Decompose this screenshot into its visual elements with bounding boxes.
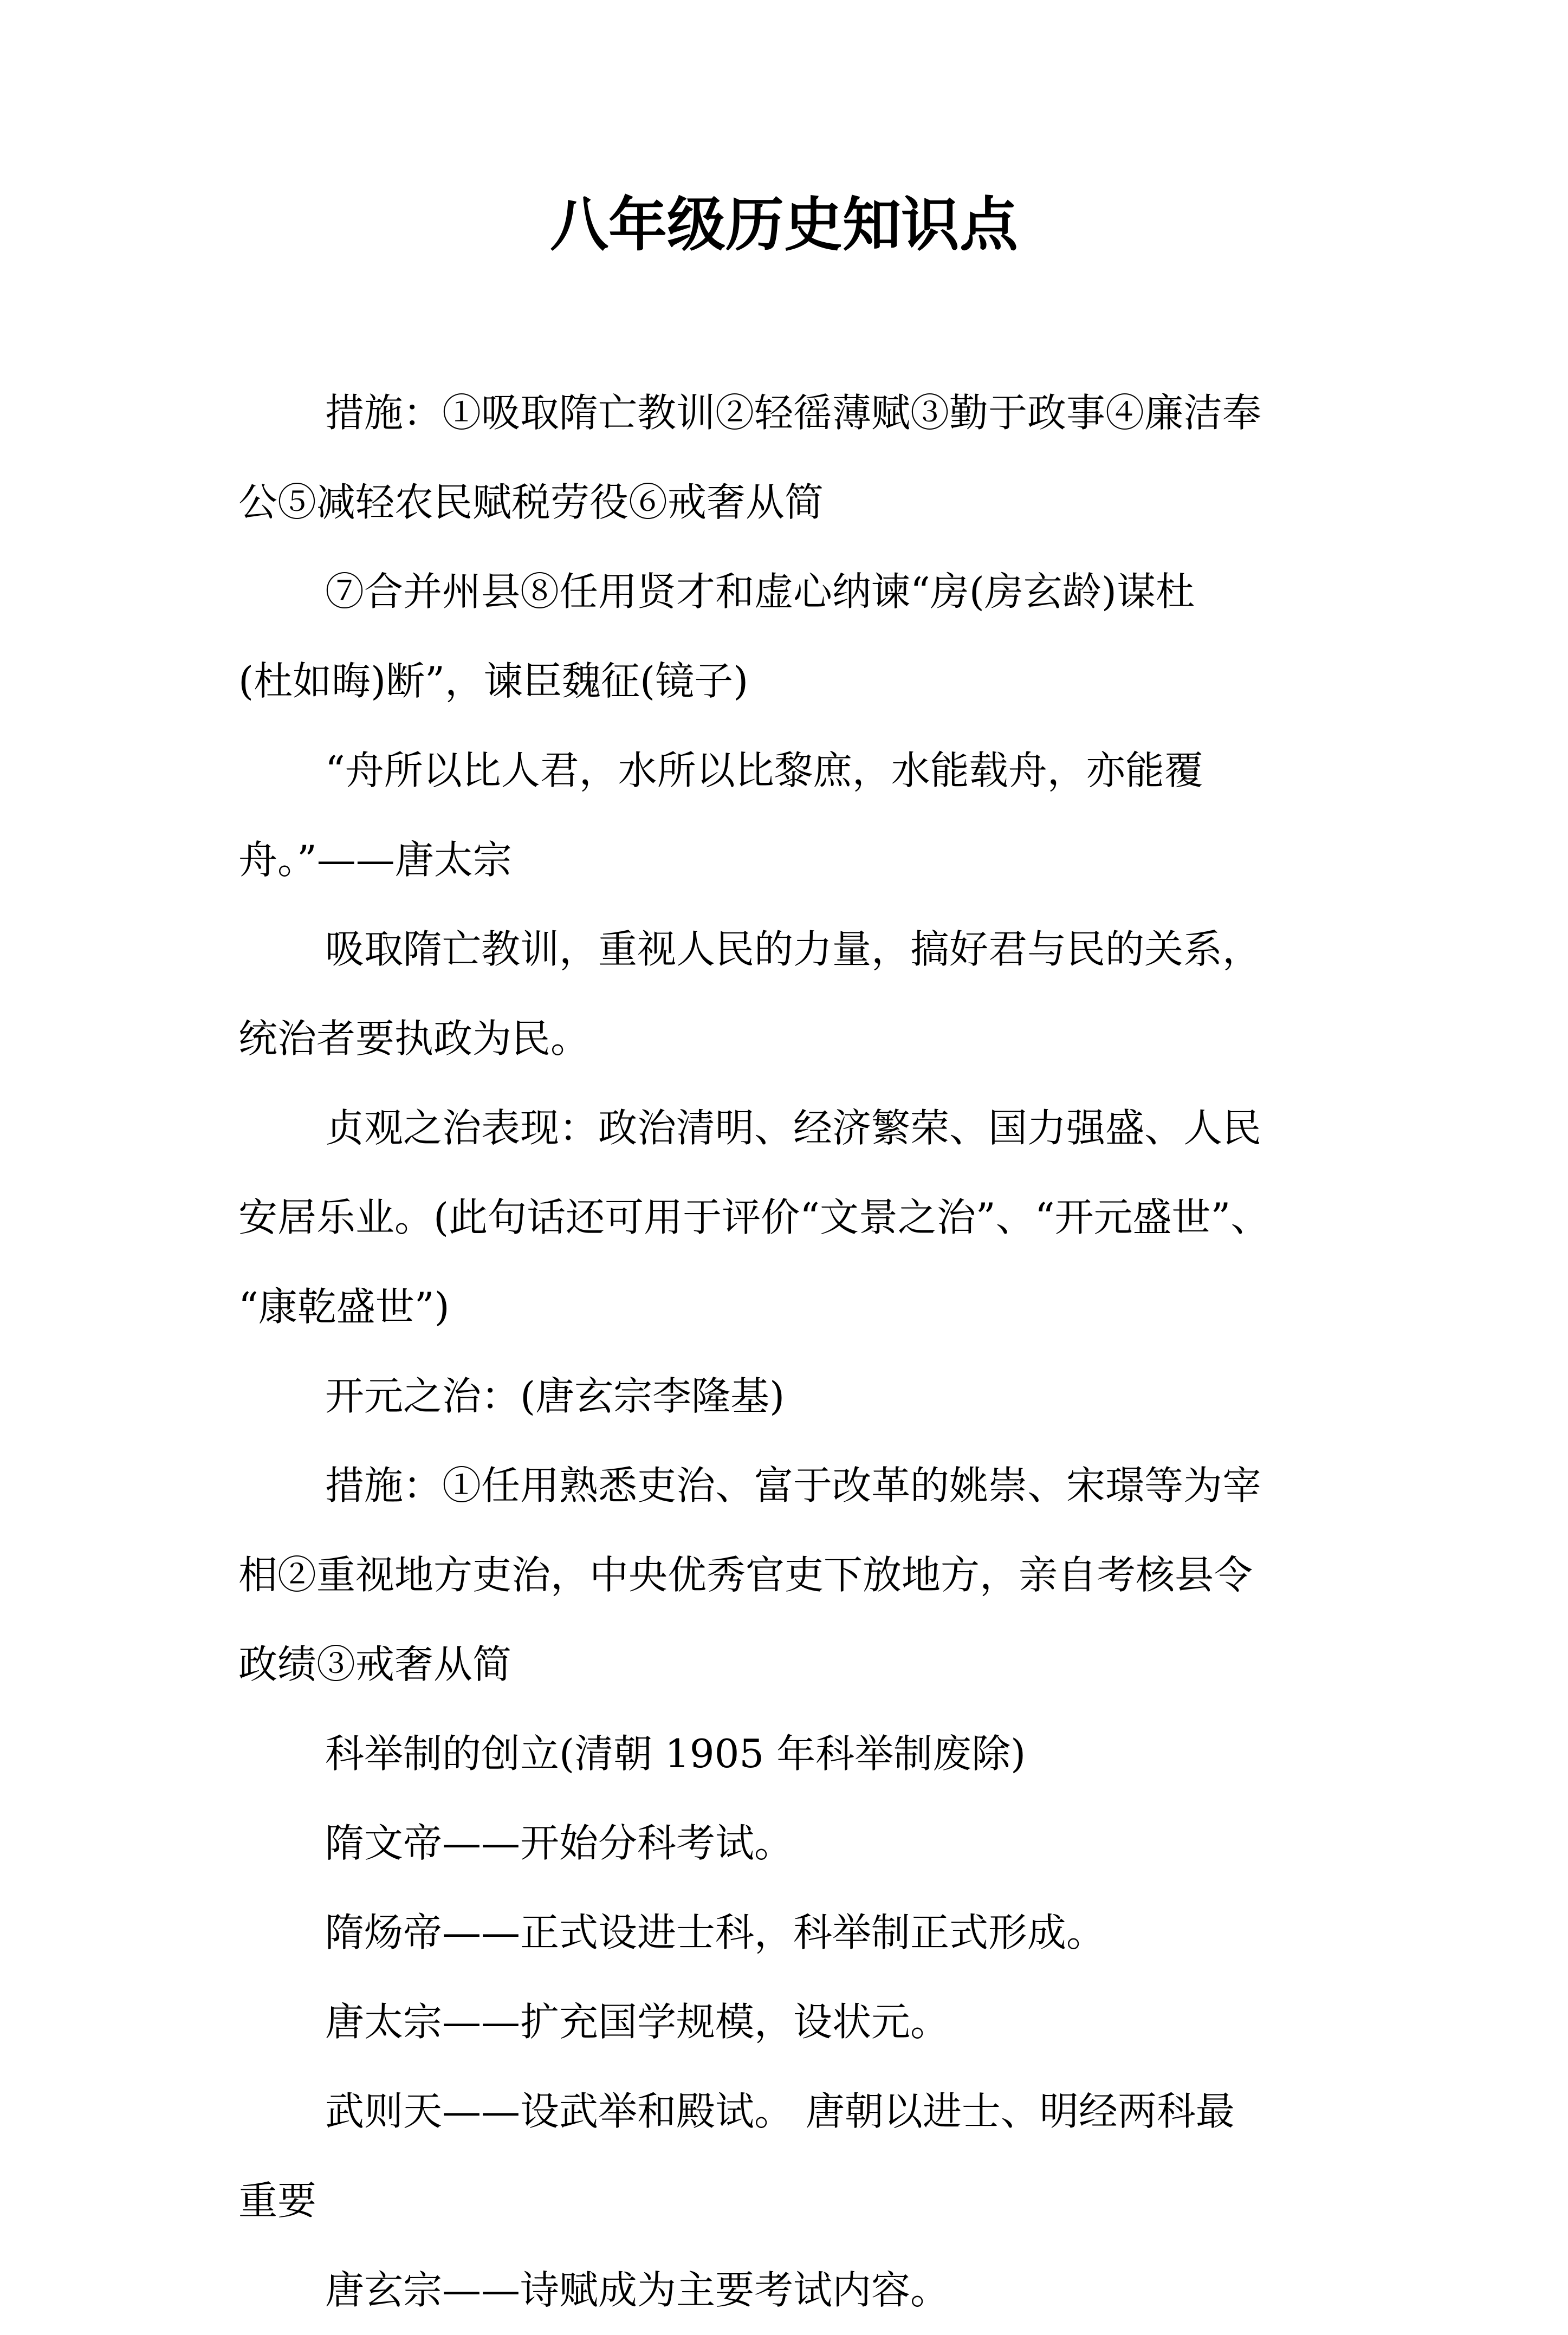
text-line: 唐太宗——扩充国学规模，设状元。 xyxy=(325,1999,950,2045)
document-title: 八年级历史知识点 xyxy=(549,191,1018,259)
text-line: 隋文帝——开始分科考试。 xyxy=(325,1820,794,1866)
text-line: 吸取隋亡教训，重视人民的力量，搞好君与民的关系， xyxy=(325,926,1262,972)
text-line: 统治者要执政为民。 xyxy=(238,1016,590,1061)
text-line: 隋炀帝——正式设进士科，科举制正式形成。 xyxy=(325,1910,1106,1955)
text-line: “舟所以比人君，水所以比黎庶，水能载舟，亦能覆 xyxy=(325,748,1203,793)
text-line: 唐玄宗——诗赋成为主要考试内容。 xyxy=(325,2267,950,2313)
text-line: 政绩③戒奢从简 xyxy=(238,1642,512,1687)
text-line: 安居乐业。(此句话还可用于评价“文景之治”、“开元盛世”、 xyxy=(238,1195,1270,1240)
text-line: 措施：①任用熟悉吏治、富于改革的姚崇、宋璟等为宰 xyxy=(325,1463,1262,1508)
document-body xyxy=(238,368,1344,2335)
text-line: ⑦合并州县⑧任用贤才和虚心纳谏“房(房玄龄)谋杜 xyxy=(325,569,1195,614)
text-line: 公⑤减轻农民赋税劳役⑥戒奢从简 xyxy=(238,479,824,525)
text-line: 贞观之治表现：政治清明、经济繁荣、国力强盛、人民 xyxy=(325,1105,1262,1151)
text-line: 相②重视地方吏治，中央优秀官吏下放地方，亲自考核县令 xyxy=(238,1552,1253,1598)
text-line: (杜如晦)断”，谏臣魏征(镜子) xyxy=(238,658,749,704)
text-line: 措施：①吸取隋亡教训②轻徭薄赋③勤于政事④廉洁奉 xyxy=(325,390,1262,436)
text-line: 重要 xyxy=(238,2178,317,2223)
text-line: 舟。”——唐太宗 xyxy=(238,837,512,883)
text-line: “康乾盛世”) xyxy=(238,1284,450,1329)
text-line: 武则天——设武举和殿试。 唐朝以进士、明经两科最 xyxy=(325,2088,1235,2134)
text-line: 开元之治：(唐玄宗李隆基) xyxy=(325,1373,785,1419)
text-line: 科举制的创立(清朝 1905 年科举制废除) xyxy=(325,1731,1026,1776)
